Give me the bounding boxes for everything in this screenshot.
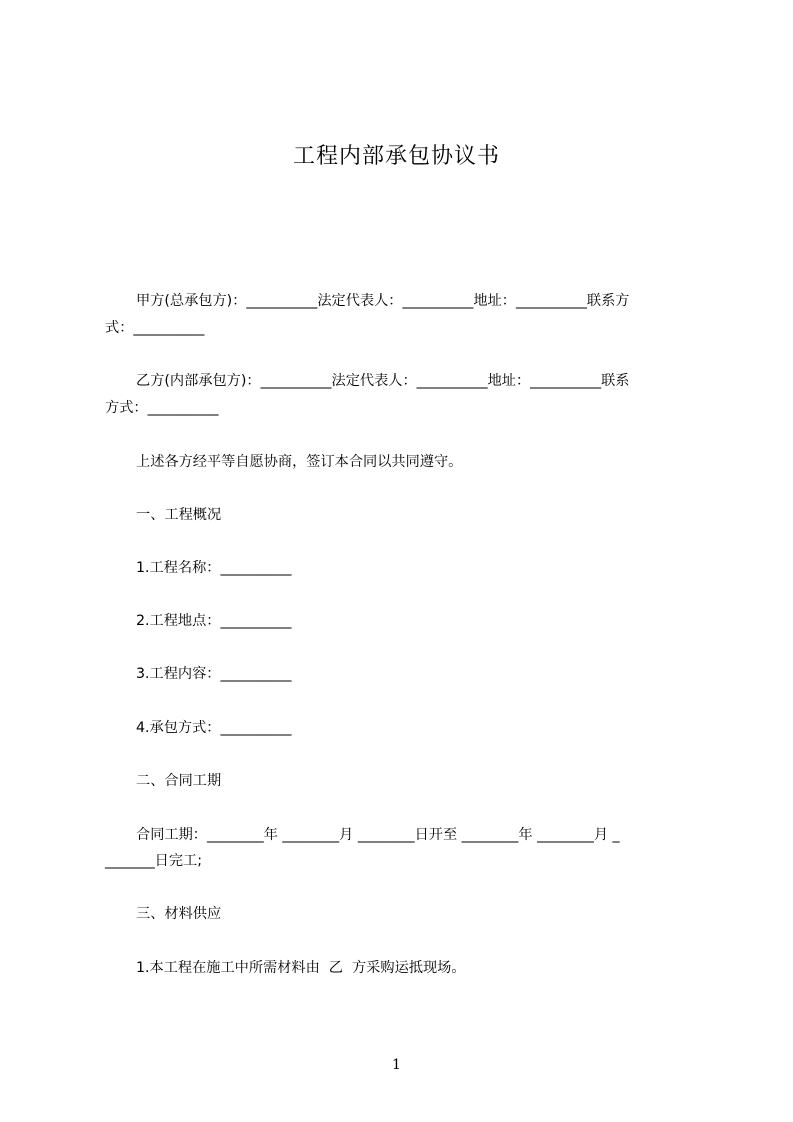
section-1-item: 3.工程内容：__________ — [136, 666, 292, 682]
section-1-item: 1.工程名称：__________ — [136, 560, 292, 576]
section-1-item: 2.工程地点：__________ — [136, 613, 292, 629]
section-2-heading: 二、合同工期 — [136, 773, 222, 789]
intro-paragraph: 上述各方经平等自愿协商，签订本合同以共同遵守。 — [136, 454, 463, 470]
section-1-item: 4.承包方式：__________ — [136, 720, 292, 736]
section-2-line-2: _______日完工; — [105, 853, 202, 869]
document-title: 工程内部承包协议书 — [292, 144, 500, 169]
section-3-heading: 三、材料供应 — [136, 906, 222, 922]
party-a-line-1: 甲方(总承包方)：__________法定代表人：__________地址：__________联系方 — [136, 293, 630, 309]
section-2-line-1: 合同工期：________年 ________月 ________日开至 ________年 ________月 _ — [136, 827, 620, 843]
party-a-line-2: 式：__________ — [105, 320, 205, 336]
section-1-heading: 一、工程概况 — [136, 507, 222, 523]
party-b-line-2: 方式：__________ — [105, 400, 219, 416]
party-b-line-1: 乙方(内部承包方)：__________法定代表人：__________地址：__________联系 — [136, 373, 630, 389]
page-number: 1 — [392, 1057, 401, 1073]
section-3-item: 1.本工程在施工中所需材料由 乙 方采购运抵现场。 — [136, 960, 466, 976]
